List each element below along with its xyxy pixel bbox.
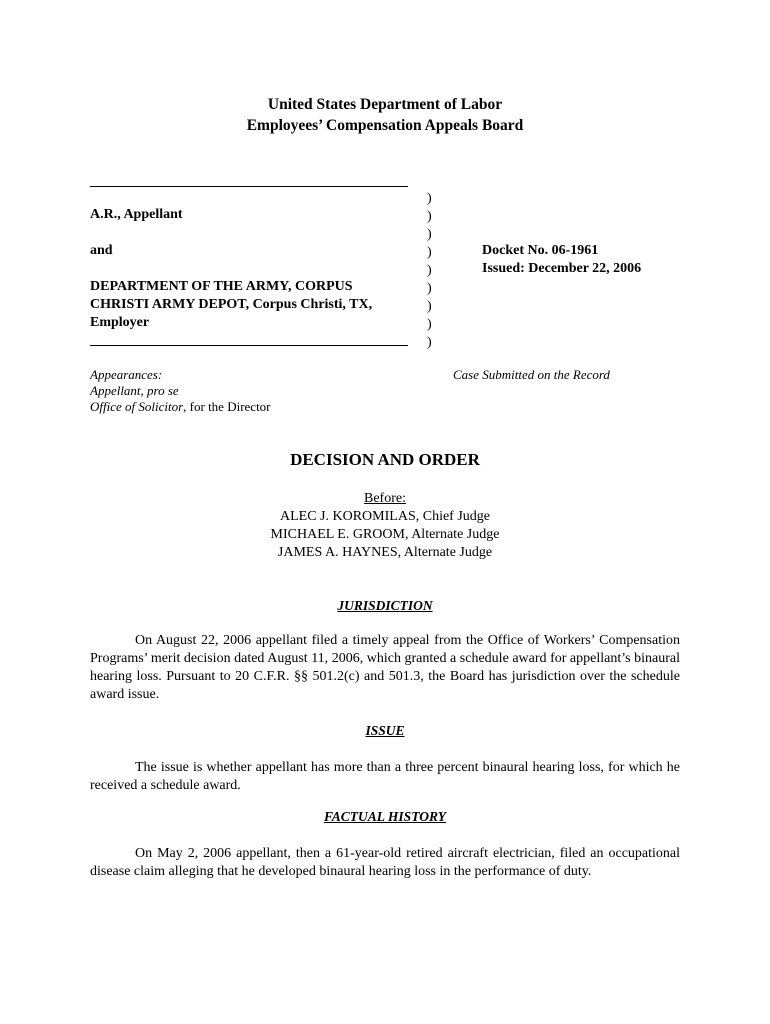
solicitor-appearance <box>90 399 271 416</box>
paren: ) <box>427 335 432 350</box>
jurisdiction-paragraph: On August 22, 2006 appellant filed a timely appeal from the Office of Workers’ Compensation Programs’ merit decision dated August 11, 2006, which granted a schedule award for appellant’s binaural hearing loss. Pursuant to 20 C.F.R. §§ 501.2(c) and 501.3, the Board has jurisdiction over the schedule award issue. <box>90 633 680 702</box>
caption-parentheses <box>427 190 439 352</box>
jurisdiction-heading: JURISDICTION <box>337 598 433 613</box>
board-name: Employees’ Compensation Appeals Board <box>246 117 524 134</box>
paren: ) <box>427 317 432 332</box>
appearances-label: Appearances: <box>90 367 163 382</box>
factual-history-paragraph: On May 2, 2006 appellant, then a 61-year-old retired aircraft electrician, filed an occupational disease claim alleging that he developed binaural hearing loss in the performance of duty. <box>90 846 680 879</box>
agency-name: United States Department of Labor <box>267 96 503 113</box>
issued-date: Issued: December 22, 2006 <box>482 261 642 276</box>
paren: ) <box>427 263 432 278</box>
employer-line-3: Employer <box>90 315 150 330</box>
caption-and: and <box>90 243 113 258</box>
case-submitted: Case Submitted on the Record <box>453 367 610 382</box>
solicitor-role: , for the Director <box>183 399 271 414</box>
paren: ) <box>427 281 432 296</box>
judge-chief: ALEC J. KOROMILAS, Chief Judge <box>280 509 490 524</box>
panel-before <box>0 490 770 508</box>
employer-line-1: DEPARTMENT OF THE ARMY, CORPUS <box>90 279 353 294</box>
paren: ) <box>427 209 432 224</box>
factual-history-heading: FACTUAL HISTORY <box>324 809 446 824</box>
employer-line-2: CHRISTI ARMY DEPOT, Corpus Christi, TX, <box>90 297 373 312</box>
caption-top-rule <box>90 186 408 187</box>
appellant-appearance: Appellant, pro se <box>90 383 179 398</box>
before-label: Before: <box>364 491 406 506</box>
judge-alternate-2: JAMES A. HAYNES, Alternate Judge <box>277 545 493 560</box>
paren: ) <box>427 191 432 206</box>
decision-title: DECISION AND ORDER <box>290 450 480 469</box>
solicitor-office: Office of Solicitor <box>90 399 184 414</box>
issue-heading: ISSUE <box>365 723 405 738</box>
paren: ) <box>427 227 432 242</box>
paren: ) <box>427 245 432 260</box>
caption-bottom-rule <box>90 345 408 346</box>
paren: ) <box>427 299 432 314</box>
docket-number: Docket No. 06-1961 <box>482 243 599 258</box>
judge-alternate-1: MICHAEL E. GROOM, Alternate Judge <box>270 527 500 542</box>
issue-paragraph: The issue is whether appellant has more than a three percent binaural hearing loss, for which he received a schedule award. <box>90 760 680 793</box>
appellant-name: A.R., Appellant <box>90 207 183 222</box>
